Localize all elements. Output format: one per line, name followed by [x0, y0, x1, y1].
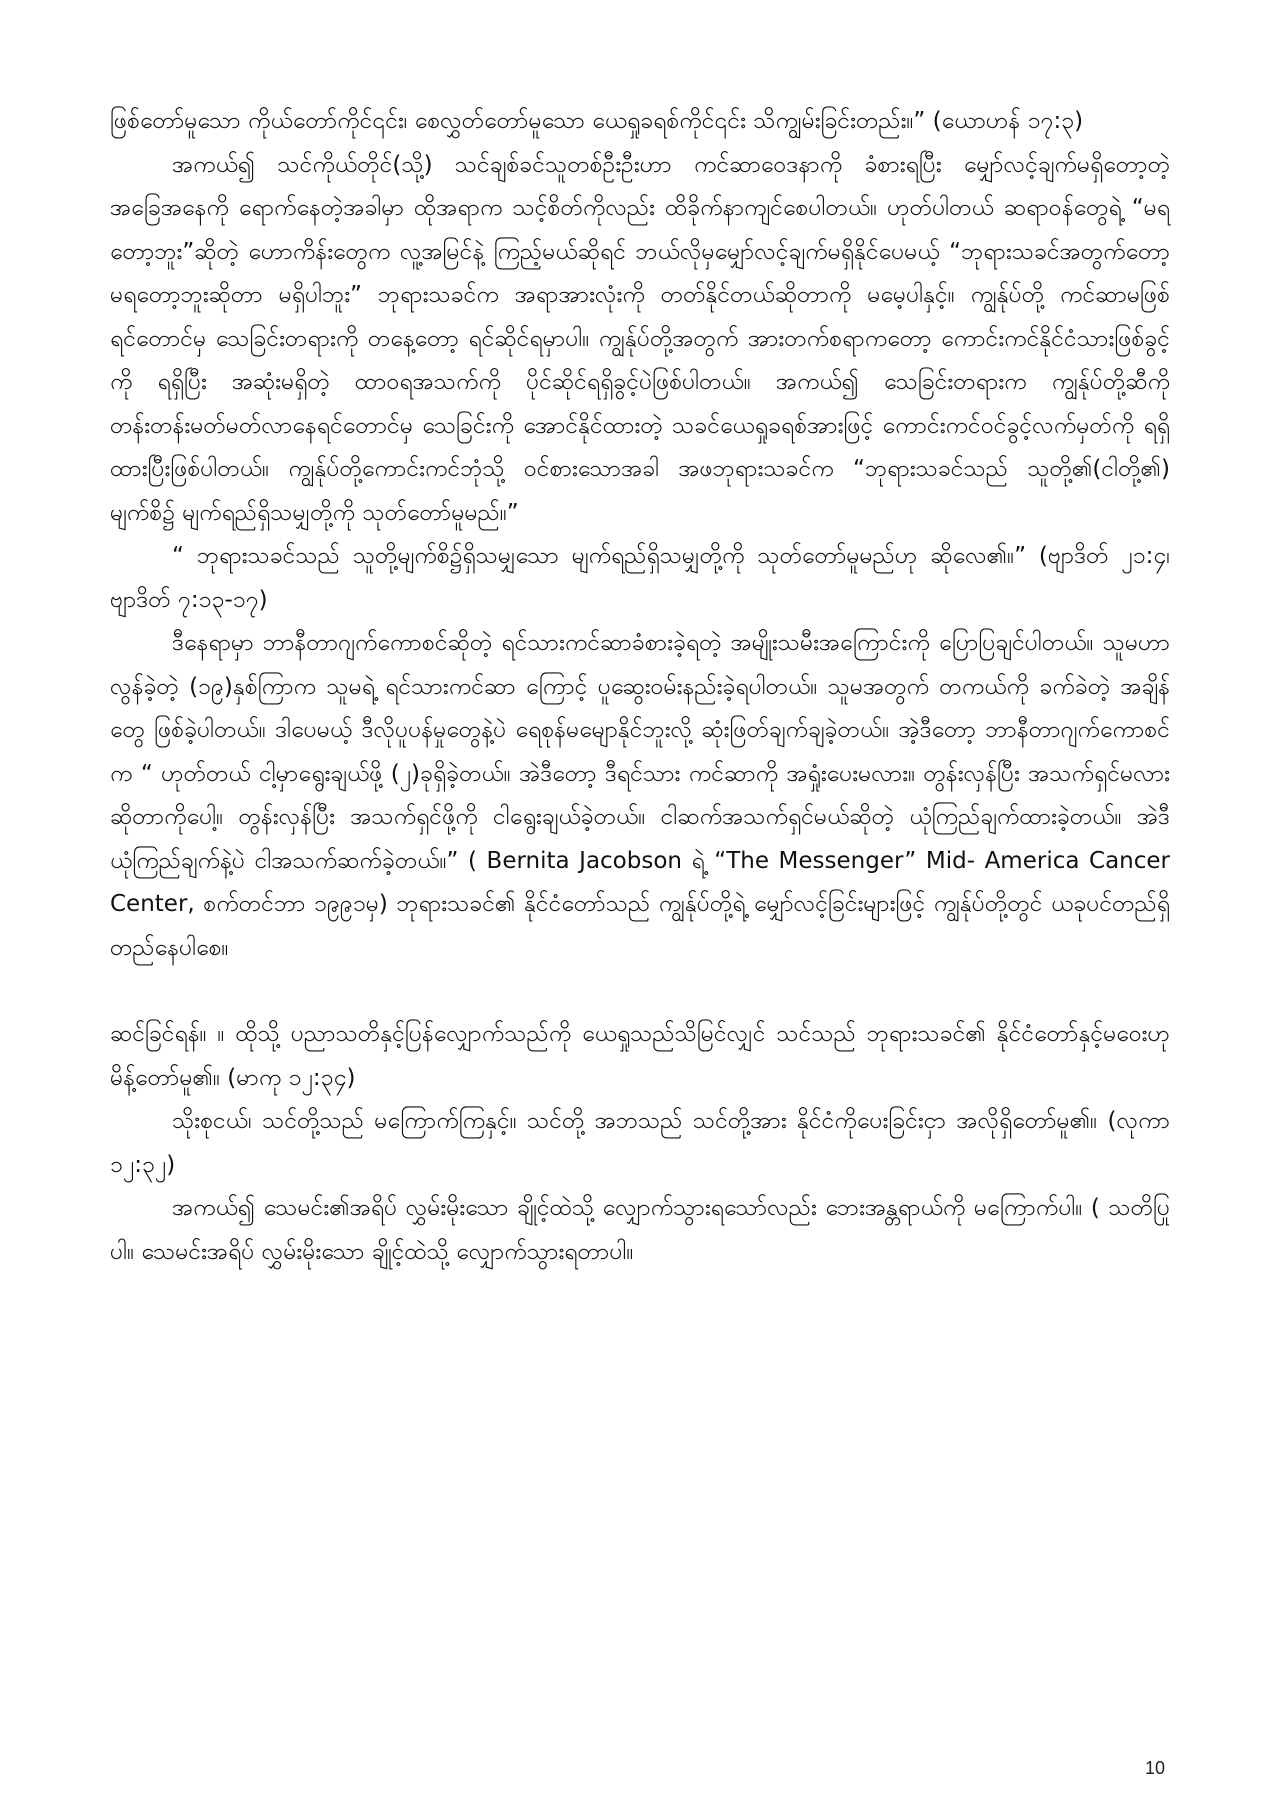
paragraph-john-quote: ဖြစ်တော်မူသော ကိုယ်တော်ကိုင်၎င်း၊ စေလွှတ်တော်မူသော ယေရှုခရစ်ကိုင်၎င်း သိကျွမ်းခြင်းတည်း။” (ယောဟန် ၁၇:၃): [110, 108, 1084, 134]
document-body: [110, 100, 1170, 1274]
paragraph-reflection: ဆင်ခြင်ရန်။ ။ ထိုသို့ ပညာသတိနှင့်ပြန်လျှောက်သည်ကို ယေရှုသည်သိမြင်လျှင် သင်သည် ဘုရားသခင်၏ နိုင်ငံတော်နှင့်မဝေးဟု မိန့်တော်မူ၏။ (မာကု ၁၂:၃၄): [110, 1021, 1170, 1091]
page-number: 10: [1144, 1758, 1165, 1778]
paragraph-bernita-story: ဒီနေရာမှာ ဘာနီတာဂျက်ကောစင်ဆိုတဲ့ ရင်သားကင်ဆာခံစားခဲ့ရတဲ့ အမျိုးသမီးအကြောင်းကို ပြောပြချင်ပါတယ်။ သူမဟာ လွန်ခဲ့တဲ့ (၁၉)နှစ်ကြာက သူမရဲ့ ရင်သားကင်ဆာ ကြောင့် ပူဆွေးဝမ်းနည်းခဲ့ရပါတယ်။ သူမအတွက် တကယ်ကို ခက်ခဲတဲ့ အချိန်တွေ ဖြစ်ခဲ့ပါတယ်။ ဒါပေမယ့် ဒီလိုပူပန်မှုတွေနဲ့ပဲ ရေစုန်မမျောနိုင်ဘူးလို့ ဆုံးဖြတ်ချက်ချခဲ့တယ်။ အဲ့ဒီတော့ ဘာနီတာဂျက်ကောစင်က “ ဟုတ်တယ် ငါ့မှာရွေးချယ်ဖို့ (၂)ခုရှိခဲ့တယ်။ အဲဒီတော့ ဒီရင်သား ကင်ဆာကို အရှုံးပေးမလား။ တွန်းလှန်ပြီး အသက်ရှင်မလားဆိုတာကိုပေါ့။ တွန်းလှန်ပြီး အသက်ရှင်ဖို့ကို ငါရွေးချယ်ခဲ့တယ်။ ငါဆက်အသက်ရှင်မယ်ဆိုတဲ့ ယုံကြည်ချက်ထားခဲ့တယ်။ အဲဒီယုံကြည်ချက်နဲ့ပဲ ငါအသက်ဆက်ခဲ့တယ်။” ( Bernita Jacobson ရဲ့ “The Messenger” Mid- America Cancer Center, စက်တင်ဘာ ၁၉၉၁မှ) ဘုရားသခင်၏ နိုင်ငံတော်သည် ကျွန်ုပ်တို့ရဲ့ မျှော်လင့်ခြင်းများဖြင့် ကျွန်ုပ်တို့တွင် ယခုပင်တည်ရှိတည်နေပါစေ။: [110, 630, 1170, 961]
paragraph-cancer-hope: အကယ်၍ သင်ကိုယ်တိုင်(သို့) သင်ချစ်ခင်သူတစ်ဦးဦးဟာ ကင်ဆာဝေဒနာကို ခံစားရပြီး မျှော်လင့်ချက်မရှိတော့တဲ့ အခြေအနေကို ရောက်နေတဲ့အခါမှာ ထိုအရာက သင့်စိတ်ကိုလည်း ထိခိုက်နာကျင်စေပါတယ်။ ဟုတ်ပါတယ် ဆရာဝန်တွေရဲ့ “မရတော့ဘူး”ဆိုတဲ့ ဟောကိန်းတွေက လူ့အမြင်နဲ့ ကြည့်မယ်ဆိုရင် ဘယ်လိုမှမျှော်လင့်ချက်မရှိနိုင်ပေမယ့် “ဘုရားသခင်အတွက်တော့ မရတော့ဘူးဆိုတာ မရှိပါဘူး” ဘုရားသခင်က အရာအားလုံးကို တတ်နိုင်တယ်ဆိုတာကို မမေ့ပါနှင့်။ ကျွန်ုပ်တို့ ကင်ဆာမဖြစ်ရင်တောင်မှ သေခြင်းတရားကို တနေ့တော့ ရင်ဆိုင်ရမှာပါ။ ကျွန်ုပ်တို့အတွက် အားတက်စရာကတော့ ကောင်းကင်နိုင်ငံသားဖြစ်ခွင့်ကို ရရှိပြီး အဆုံးမရှိတဲ့ ထာဝရအသက်ကို ပိုင်ဆိုင်ရရှိခွင့်ပဲဖြစ်ပါတယ်။ အကယ်၍ သေခြင်းတရားက ကျွန်ုပ်တို့ဆီကို တန်းတန်းမတ်မတ်လာနေရင်တောင်မှ သေခြင်းကို အောင်နိုင်ထားတဲ့ သခင်ယေရှုခရစ်အားဖြင့် ကောင်းကင်ဝင်ခွင့်လက်မှတ်ကို ရရှိထားပြီးဖြစ်ပါတယ်။ ကျွန်ုပ်တို့ကောင်းကင်ဘုံသို့ ဝင်စားသောအခါ အဖဘုရားသခင်က “ဘုရားသခင်သည် သူတို့၏(ငါတို့၏) မျက်စိ၌ မျက်ရည်ရှိသမျှတို့ကို သုတ်တော်မူမည်။”: [110, 151, 1170, 526]
paragraph-luke-quote: သိုးစုငယ်၊ သင်တို့သည် မကြောက်ကြနှင့်။ သင်တို့ အဘသည် သင်တို့အား နိုင်ငံကိုပေးခြင်းငှာ အလိုရှိတော်မူ၏။ (လုကာ ၁၂:၃၂): [110, 1108, 1170, 1178]
paragraph-revelation-quote: “ ဘုရားသခင်သည် သူတို့မျက်စိ၌ရှိသမျှသော မျက်ရည်ရှိသမျှတို့ကို သုတ်တော်မူမည်ဟု ဆိုလေ၏။” (ဗျာဒိတ် ၂၁:၄၊ ဗျာဒိတ် ၇:၁၃-၁၇): [110, 543, 1170, 613]
paragraph-valley-shadow: အကယ်၍ သေမင်း၏အရိပ် လွှမ်းမိုးသော ချိုင့်ထဲသို့ လျှောက်သွားရသော်လည်း ဘေးအန္တရာယ်ကို မကြောက်ပါ။ ( သတိပြုပါ။ သေမင်းအရိပ် လွှမ်းမိုးသော ချိုင့်ထဲသို့ လျှောက်သွားရတာပါ။: [110, 1195, 1170, 1265]
